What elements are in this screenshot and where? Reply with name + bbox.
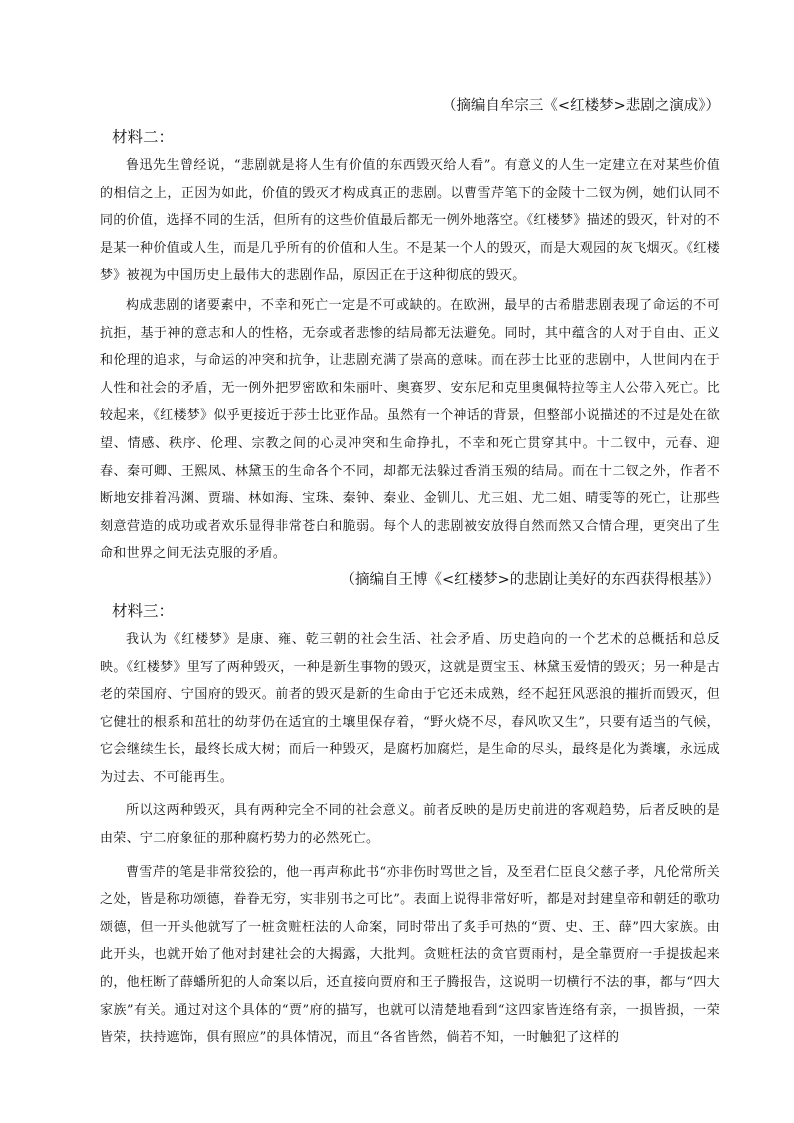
paragraph: 曹雪芹的笔是非常狡狯的，他一再声称此书“亦非伤时骂世之旨，及至君仁臣良父慈子孝，凡伦常所关之处，皆是称功颂德，眷眷无穷，实非别书之可比”。表面上说得非常好听，都是对封建皇帝和朝廷的歌功颂德，但一开头他就写了一桩贪赃枉法的人命案，同时带出了炙手可热的“贾、史、王、薛”四大家族。由此开头，也就开始了他对封建社会的大揭露，大批判。贪赃枉法的贪官贾雨村，是全靠贾府一手提拔起来的，他枉断了薛蟠所犯的人命案以后，还直接向贾府和王子腾报告，这说明一切横行不法的事，都与“四大家族”有关。通过对这个具体的“贾”府的描写，也就可以清楚地看到“这四家皆连络有亲，一损皆损，一荣皆荣，扶持遮饰，俱有照应”的具体情况，而且“各省皆然，倘若不知，一时触犯了这样的 [100,864,720,1046]
source-citation-1: （摘编自牟宗三《<红楼梦>悲剧之演成》） [441,98,720,114]
section-heading-material-3: 材料三： [112,601,175,620]
paragraph: 所以这两种毁灭，具有两种完全不同的社会意义。前者反映的是历史前进的客观趋势，后者反映的是由荣、宁二府象征的那种腐朽势力的必然死亡。 [100,803,720,847]
paragraph: 我认为《红楼梦》是康、雍、乾三朝的社会生活、社会矛盾、历史趋向的一个艺术的总概括和总反映。《红楼梦》里写了两种毁灭，一种是新生事物的毁灭，这就是贾宝玉、林黛玉爱情的毁灭；另一种是古老的荣国府、宁国府的毁灭。前者的毁灭是新的生命由于它还未成熟，经不起狂风恶浪的摧折而毁灭，但它健壮的根系和茁壮的幼芽仍在适宜的土壤里保存着，“野火烧不尽，春风吹又生”，只要有适当的气候，它会继续生长，最终长成大树；而后一种毁灭，是腐朽加腐烂，是生命的尽头，最终是化为粪壤，永远成为过去、不可能再生。 [100,631,720,785]
section-heading-material-2: 材料二： [112,128,175,146]
paragraph: 构成悲剧的诸要素中，不幸和死亡一定是不可或缺的。在欧洲，最早的古希腊悲剧表现了命运的不可抗拒，基于神的意志和人的性格，无奈或者悲惨的结局都无法避免。同时，其中蕴含的人对于自由、正义和伦理的追求，与命运的冲突和抗争，让悲剧充满了崇高的意味。而在莎士比亚的悲剧中，人世间内在于人性和社会的矛盾，无一例外把罗密欧和朱丽叶、奥赛罗、安东尼和克里奥佩特拉等主人公带入死亡。比较起来，《红楼梦》似乎更接近于莎士比亚作品。虽然有一个神话的背景，但整部小说描述的不过是处在欲望、情感、秩序、伦理、宗教之间的心灵冲突和生命挣扎，不幸和死亡贯穿其中。十二钗中，元春、迎春、秦可卿、王熙凤、林黛玉的生命各个不同，却都无法躲过香消玉殒的结局。而在十二钗之外，作者不断地安排着冯渊、贾瑞、林如海、宝珠、秦钟、秦业、金钏儿、尤三姐、尤二姐、晴雯等的死亡，让那些刻意营造的成功或者欢乐显得非常苍白和脆弱。每个人的悲剧被安放得自然而然又合情合理，更突出了生命和世界之间无法克服的矛盾。 [100,297,720,562]
paragraph: 鲁迅先生曾经说，“悲剧就是将人生有价值的东西毁灭给人看”。有意义的人生一定建立在对某些价值的相信之上，正因为如此，价值的毁灭才构成真正的悲剧。以曹雪芹笔下的金陵十二钗为例，她们认同不同的价值，选择不同的生活，但所有的这些价值最后都无一例外地落空。《红楼梦》描述的毁灭，针对的不是某一种价值或人生，而是几乎所有的价值和人生。不是某一个人的毁灭，而是大观园的灰飞烟灭。《红楼梦》被视为中国历史上最伟大的悲剧作品，原因正在于这种彻底的毁灭。 [100,158,720,284]
source-citation-2: （摘编自王博《<红楼梦>的悲剧让美好的东西获得根基》） [340,571,720,588]
document-body [100,90,720,1052]
